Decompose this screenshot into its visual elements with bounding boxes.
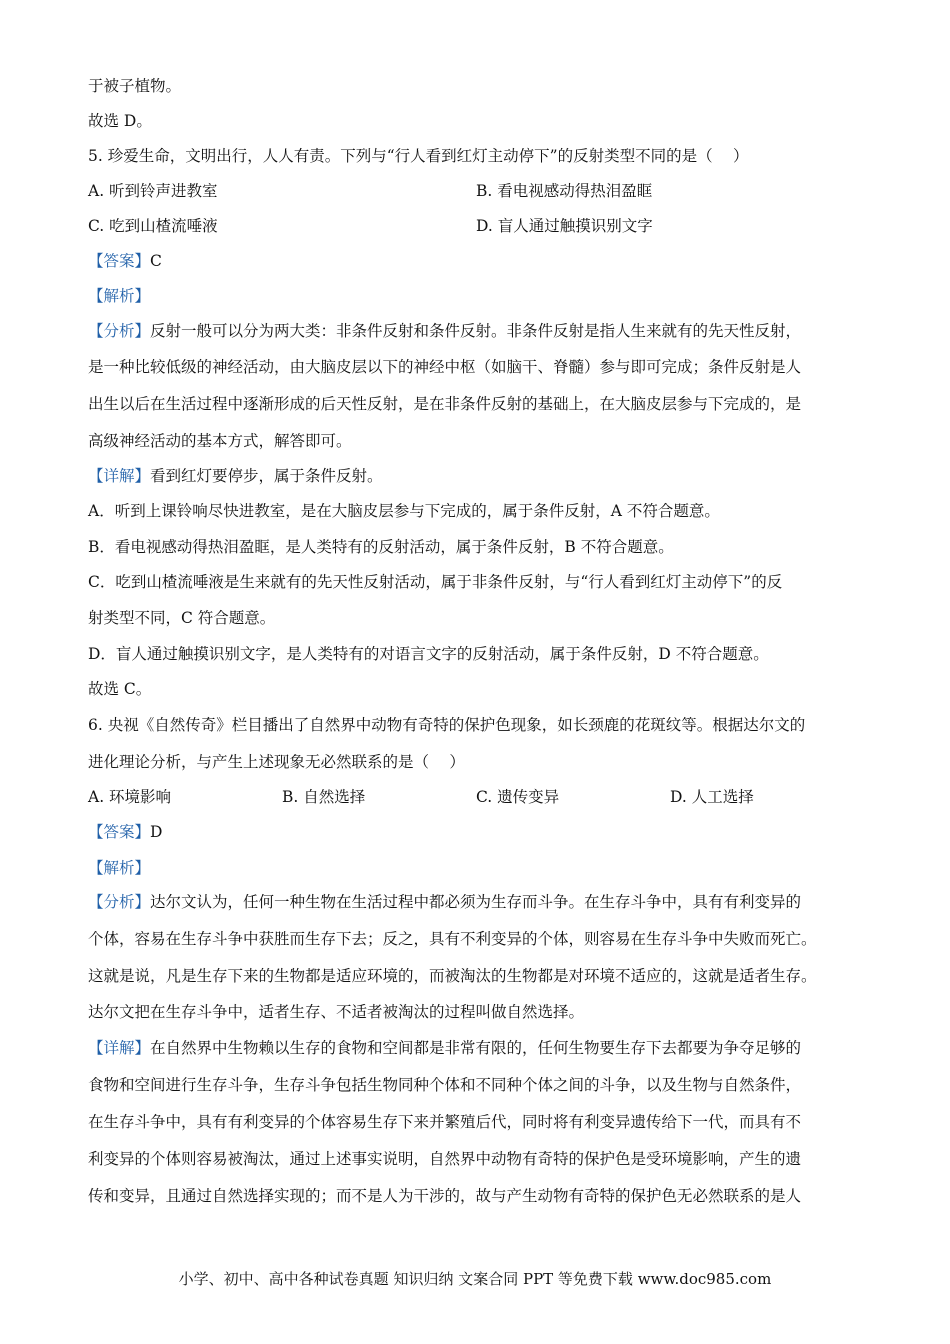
fenxi-text: 反射一般可以分为两大类：非条件反射和条件反射。非条件反射是指人生来就有的先天性反射， bbox=[150, 322, 802, 340]
question-5-stem: 5. 珍爱生命，文明出行，人人有责。下列与“行人看到红灯主动停下”的反射类型不同的是（ ） bbox=[88, 147, 749, 165]
paragraph-line: 故选 C。 bbox=[88, 680, 152, 698]
paragraph-line: 这就是说，凡是生存下来的生物都是适应环境的，而被淘汰的生物都是对环境不适应的，这就是适者生存。 bbox=[88, 967, 817, 985]
paragraph-line: D．盲人通过触摸识别文字，是人类特有的对语言文字的反射活动，属于条件反射，D 不符合题意。 bbox=[88, 645, 769, 663]
q5-answer bbox=[88, 250, 868, 272]
xiangjie-text: 看到红灯要停步，属于条件反射。 bbox=[150, 467, 383, 485]
q6-xiangjie-line bbox=[88, 1037, 868, 1059]
fenxi-tag: 【分析】 bbox=[88, 893, 151, 911]
paragraph-line: B．看电视感动得热泪盈眶，是人类特有的反射活动，属于条件反射，B 不符合题意。 bbox=[88, 538, 674, 556]
paragraph-line: 出生以后在生活过程中逐渐形成的后天性反射，是在非条件反射的基础上，在大脑皮层参与下完成的，是 bbox=[88, 395, 802, 413]
analysis-tag: 【解析】 bbox=[88, 287, 151, 305]
page-footer: 小学、初中、高中各种试卷真题 知识归纳 文案合同 PPT 等免费下载 www.doc985.com bbox=[178, 1270, 772, 1288]
q6-option-b: B. 自然选择 bbox=[282, 788, 366, 806]
paragraph-line: 在生存斗争中，具有有利变异的个体容易生存下来并繁殖后代，同时将有利变异遗传给下一代，而具有不 bbox=[88, 1113, 802, 1131]
q6-analysis-heading bbox=[88, 857, 868, 879]
paragraph-line: 利变异的个体则容易被淘汰，通过上述事实说明，自然界中动物有奇特的保护色是受环境影响，产生的遗 bbox=[88, 1150, 802, 1168]
xiangjie-tag: 【详解】 bbox=[88, 1039, 151, 1057]
q5-fenxi-line bbox=[88, 320, 868, 342]
xiangjie-tag: 【详解】 bbox=[88, 467, 151, 485]
paragraph-line: 高级神经活动的基本方式，解答即可。 bbox=[88, 432, 352, 450]
paragraph-line: A．听到上课铃响尽快进教室，是在大脑皮层参与下完成的，属于条件反射，A 不符合题意。 bbox=[88, 502, 720, 520]
paragraph-line: C．吃到山楂流唾液是生来就有的先天性反射活动，属于非条件反射，与“行人看到红灯主动停下”的反 bbox=[88, 573, 783, 591]
paragraph-line: 传和变异，且通过自然选择实现的；而不是人为干涉的，故与产生动物有奇特的保护色无必然联系的是人 bbox=[88, 1187, 802, 1205]
answer-value: D bbox=[150, 823, 163, 841]
q5-xiangjie-line bbox=[88, 465, 868, 487]
question-6-stem: 进化理论分析，与产生上述现象无必然联系的是（ ） bbox=[88, 753, 465, 771]
paragraph-line: 食物和空间进行生存斗争，生存斗争包括生物同种个体和不同种个体之间的斗争，以及生物与自然条件， bbox=[88, 1076, 802, 1094]
fenxi-tag: 【分析】 bbox=[88, 322, 151, 340]
q6-answer bbox=[88, 821, 868, 843]
answer-tag: 【答案】 bbox=[88, 252, 151, 270]
q5-option-b: B. 看电视感动得热泪盈眶 bbox=[476, 182, 653, 200]
paragraph-line: 射类型不同，C 符合题意。 bbox=[88, 609, 276, 627]
paragraph-line: 是一种比较低级的神经活动，由大脑皮层以下的神经中枢（如脑干、脊髓）参与即可完成；条件反射是人 bbox=[88, 358, 802, 376]
q6-option-c: C. 遗传变异 bbox=[476, 788, 560, 806]
q5-option-c: C. 吃到山楂流唾液 bbox=[88, 217, 218, 235]
q5-option-d: D. 盲人通过触摸识别文字 bbox=[476, 217, 653, 235]
q6-option-a: A. 环境影响 bbox=[88, 788, 172, 806]
q5-option-a: A. 听到铃声进教室 bbox=[88, 182, 218, 200]
q6-fenxi-line bbox=[88, 891, 868, 913]
fenxi-text: 达尔文认为，任何一种生物在生活过程中都必须为生存而斗争。在生存斗争中，具有有利变异的 bbox=[150, 893, 802, 911]
answer-tag: 【答案】 bbox=[88, 823, 151, 841]
xiangjie-text: 在自然界中生物赖以生存的食物和空间都是非常有限的，任何生物要生存下去都要为争夺足够的 bbox=[150, 1039, 802, 1057]
answer-value: C bbox=[150, 252, 162, 270]
paragraph-line: 个体，容易在生存斗争中获胜而生存下去；反之，具有不利变异的个体，则容易在生存斗争中失败而死亡。 bbox=[88, 930, 817, 948]
paragraph-line: 达尔文把在生存斗争中，适者生存、不适者被淘汰的过程叫做自然选择。 bbox=[88, 1003, 585, 1021]
paragraph-line: 故选 D。 bbox=[88, 112, 152, 130]
paragraph-line: 于被子植物。 bbox=[88, 77, 182, 95]
analysis-tag: 【解析】 bbox=[88, 859, 151, 877]
q6-option-d: D. 人工选择 bbox=[670, 788, 754, 806]
question-6-stem: 6. 央视《自然传奇》栏目播出了自然界中动物有奇特的保护色现象，如长颈鹿的花斑纹等。根据达尔文的 bbox=[88, 716, 806, 734]
q5-analysis-heading bbox=[88, 285, 868, 307]
